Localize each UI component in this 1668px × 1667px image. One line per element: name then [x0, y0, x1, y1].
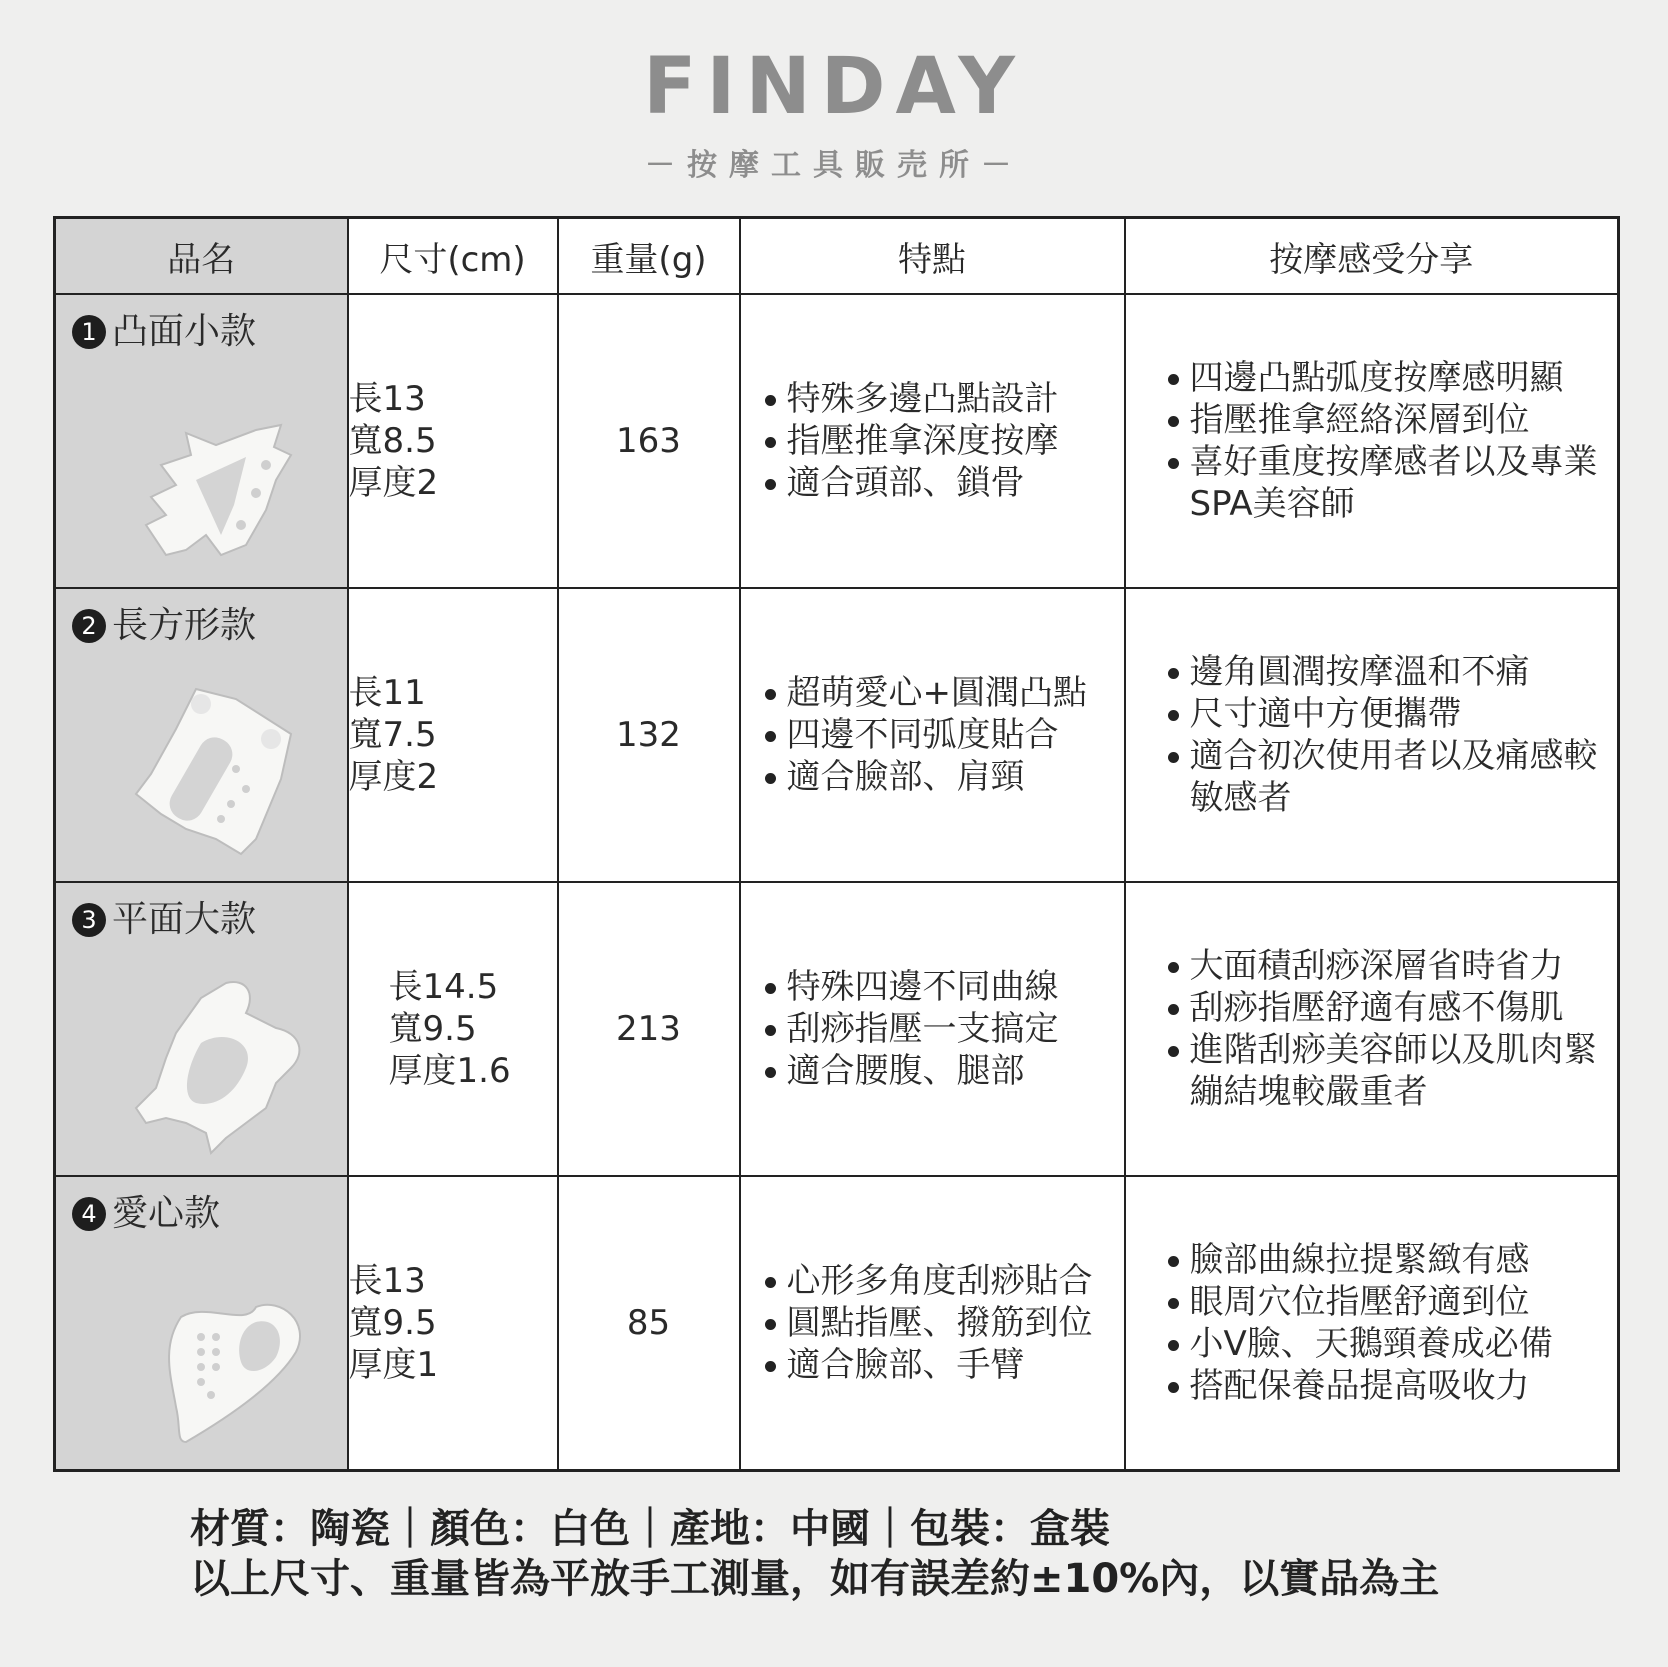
- product-name: 凸面小款: [112, 311, 257, 352]
- product-name: 愛心款: [112, 1193, 221, 1234]
- size-width: 寬7.5: [348, 715, 437, 755]
- size-thickness: 厚度2: [348, 757, 439, 797]
- size-cell: [348, 588, 558, 882]
- feature-item: 指壓推拿深度按摩: [761, 420, 1124, 462]
- product-image-convex-small: [106, 385, 306, 575]
- number-badge: 1: [72, 315, 106, 349]
- feel-item: 喜好重度按摩感者以及專業SPA美容師: [1164, 441, 1618, 525]
- header-weight: 重量(g): [558, 218, 740, 295]
- size-length: 長13: [348, 379, 426, 419]
- feel-item: 小V臉、天鵝頸養成必備: [1164, 1323, 1618, 1365]
- feel-item: 搭配保養品提高吸收力: [1164, 1365, 1618, 1407]
- feature-item: 適合臉部、肩頸: [761, 756, 1124, 798]
- number-badge: 4: [72, 1197, 106, 1231]
- size-thickness: 厚度1.6: [388, 1051, 511, 1091]
- size-cell: [348, 294, 558, 588]
- table-row: [55, 882, 1619, 1176]
- feel-item: 四邊凸點弧度按摩感明顯: [1164, 357, 1618, 399]
- number-badge: 2: [72, 609, 106, 643]
- brand-logo: FINDAY: [643, 42, 1025, 132]
- brand-subtitle: －按摩工具販売所－: [645, 148, 1023, 183]
- size-width: 寬9.5: [348, 1303, 437, 1343]
- product-label: [72, 899, 256, 941]
- feel-item: 刮痧指壓舒適有感不傷肌: [1164, 987, 1618, 1029]
- product-name: 平面大款: [112, 899, 257, 940]
- product-label: [72, 605, 256, 647]
- size-cell: [348, 882, 558, 1176]
- feature-item: 刮痧指壓一支搞定: [761, 1008, 1124, 1050]
- feel-item: 指壓推拿經絡深層到位: [1164, 399, 1618, 441]
- table-row: [55, 294, 1619, 588]
- feature-item: 四邊不同弧度貼合: [761, 714, 1124, 756]
- weight-cell: 85: [558, 1176, 740, 1471]
- number-badge: 3: [72, 903, 106, 937]
- features-cell: [740, 882, 1125, 1176]
- product-name-cell: [55, 1176, 348, 1471]
- size-length: 長14.5: [388, 967, 499, 1007]
- product-name-cell: [55, 882, 348, 1176]
- product-name: 長方形款: [112, 605, 257, 646]
- feel-cell: [1125, 1176, 1619, 1471]
- size-width: 寬9.5: [388, 1009, 477, 1049]
- feel-item: 邊角圓潤按摩溫和不痛: [1164, 651, 1618, 693]
- product-label: [72, 1193, 220, 1235]
- weight-cell: 213: [558, 882, 740, 1176]
- header-feel: 按摩感受分享: [1125, 218, 1619, 295]
- features-cell: [740, 1176, 1125, 1471]
- feel-cell: [1125, 588, 1619, 882]
- size-length: 長13: [348, 1261, 426, 1301]
- feel-item: 尺寸適中方便攜帶: [1164, 693, 1618, 735]
- feel-item: 大面積刮痧深層省時省力: [1164, 945, 1618, 987]
- table-header-row: [55, 218, 1619, 295]
- feature-item: 適合臉部、手臂: [761, 1344, 1124, 1386]
- feel-item: 適合初次使用者以及痛感較敏感者: [1164, 735, 1618, 819]
- feel-cell: [1125, 294, 1619, 588]
- header-name: 品名: [55, 218, 348, 295]
- feature-item: 心形多角度刮痧貼合: [761, 1260, 1124, 1302]
- size-width: 寬8.5: [348, 421, 437, 461]
- table-row: [55, 588, 1619, 882]
- size-thickness: 厚度1: [348, 1345, 439, 1385]
- weight-cell: 132: [558, 588, 740, 882]
- feel-item: 進階刮痧美容師以及肌肉緊繃結塊較嚴重者: [1164, 1029, 1618, 1113]
- feel-cell: [1125, 882, 1619, 1176]
- weight-cell: 163: [558, 294, 740, 588]
- spec-table: [53, 216, 1620, 1472]
- feel-item: 臉部曲線拉提緊緻有感: [1164, 1239, 1618, 1281]
- feature-item: 適合頭部、鎖骨: [761, 462, 1124, 504]
- product-name-cell: [55, 588, 348, 882]
- footer-disclaimer: 以上尺寸、重量皆為平放手工測量，如有誤差約±10%內，以實品為主: [190, 1556, 1440, 1602]
- feel-item: 眼周穴位指壓舒適到位: [1164, 1281, 1618, 1323]
- product-name-cell: [55, 294, 348, 588]
- product-image-heart: [106, 1267, 306, 1457]
- feature-item: 特殊四邊不同曲線: [761, 966, 1124, 1008]
- size-length: 長11: [348, 673, 426, 713]
- features-cell: [740, 588, 1125, 882]
- feature-item: 超萌愛心+圓潤凸點: [761, 672, 1124, 714]
- footer-spec-line: 材質：陶瓷｜顏色：白色｜產地：中國｜包裝：盒裝: [190, 1506, 1110, 1552]
- product-image-flat-large: [106, 973, 306, 1163]
- size-cell: [348, 1176, 558, 1471]
- table-row: [55, 1176, 1619, 1471]
- product-label: [72, 311, 256, 353]
- header-size: 尺寸(cm): [348, 218, 558, 295]
- feature-item: 適合腰腹、腿部: [761, 1050, 1124, 1092]
- size-thickness: 厚度2: [348, 463, 439, 503]
- features-cell: [740, 294, 1125, 588]
- brand-header: [0, 42, 1668, 184]
- footer-notes: [190, 1504, 1439, 1604]
- header-features: 特點: [740, 218, 1125, 295]
- product-image-rectangle: [106, 679, 306, 869]
- feature-item: 圓點指壓、撥筋到位: [761, 1302, 1124, 1344]
- feature-item: 特殊多邊凸點設計: [761, 378, 1124, 420]
